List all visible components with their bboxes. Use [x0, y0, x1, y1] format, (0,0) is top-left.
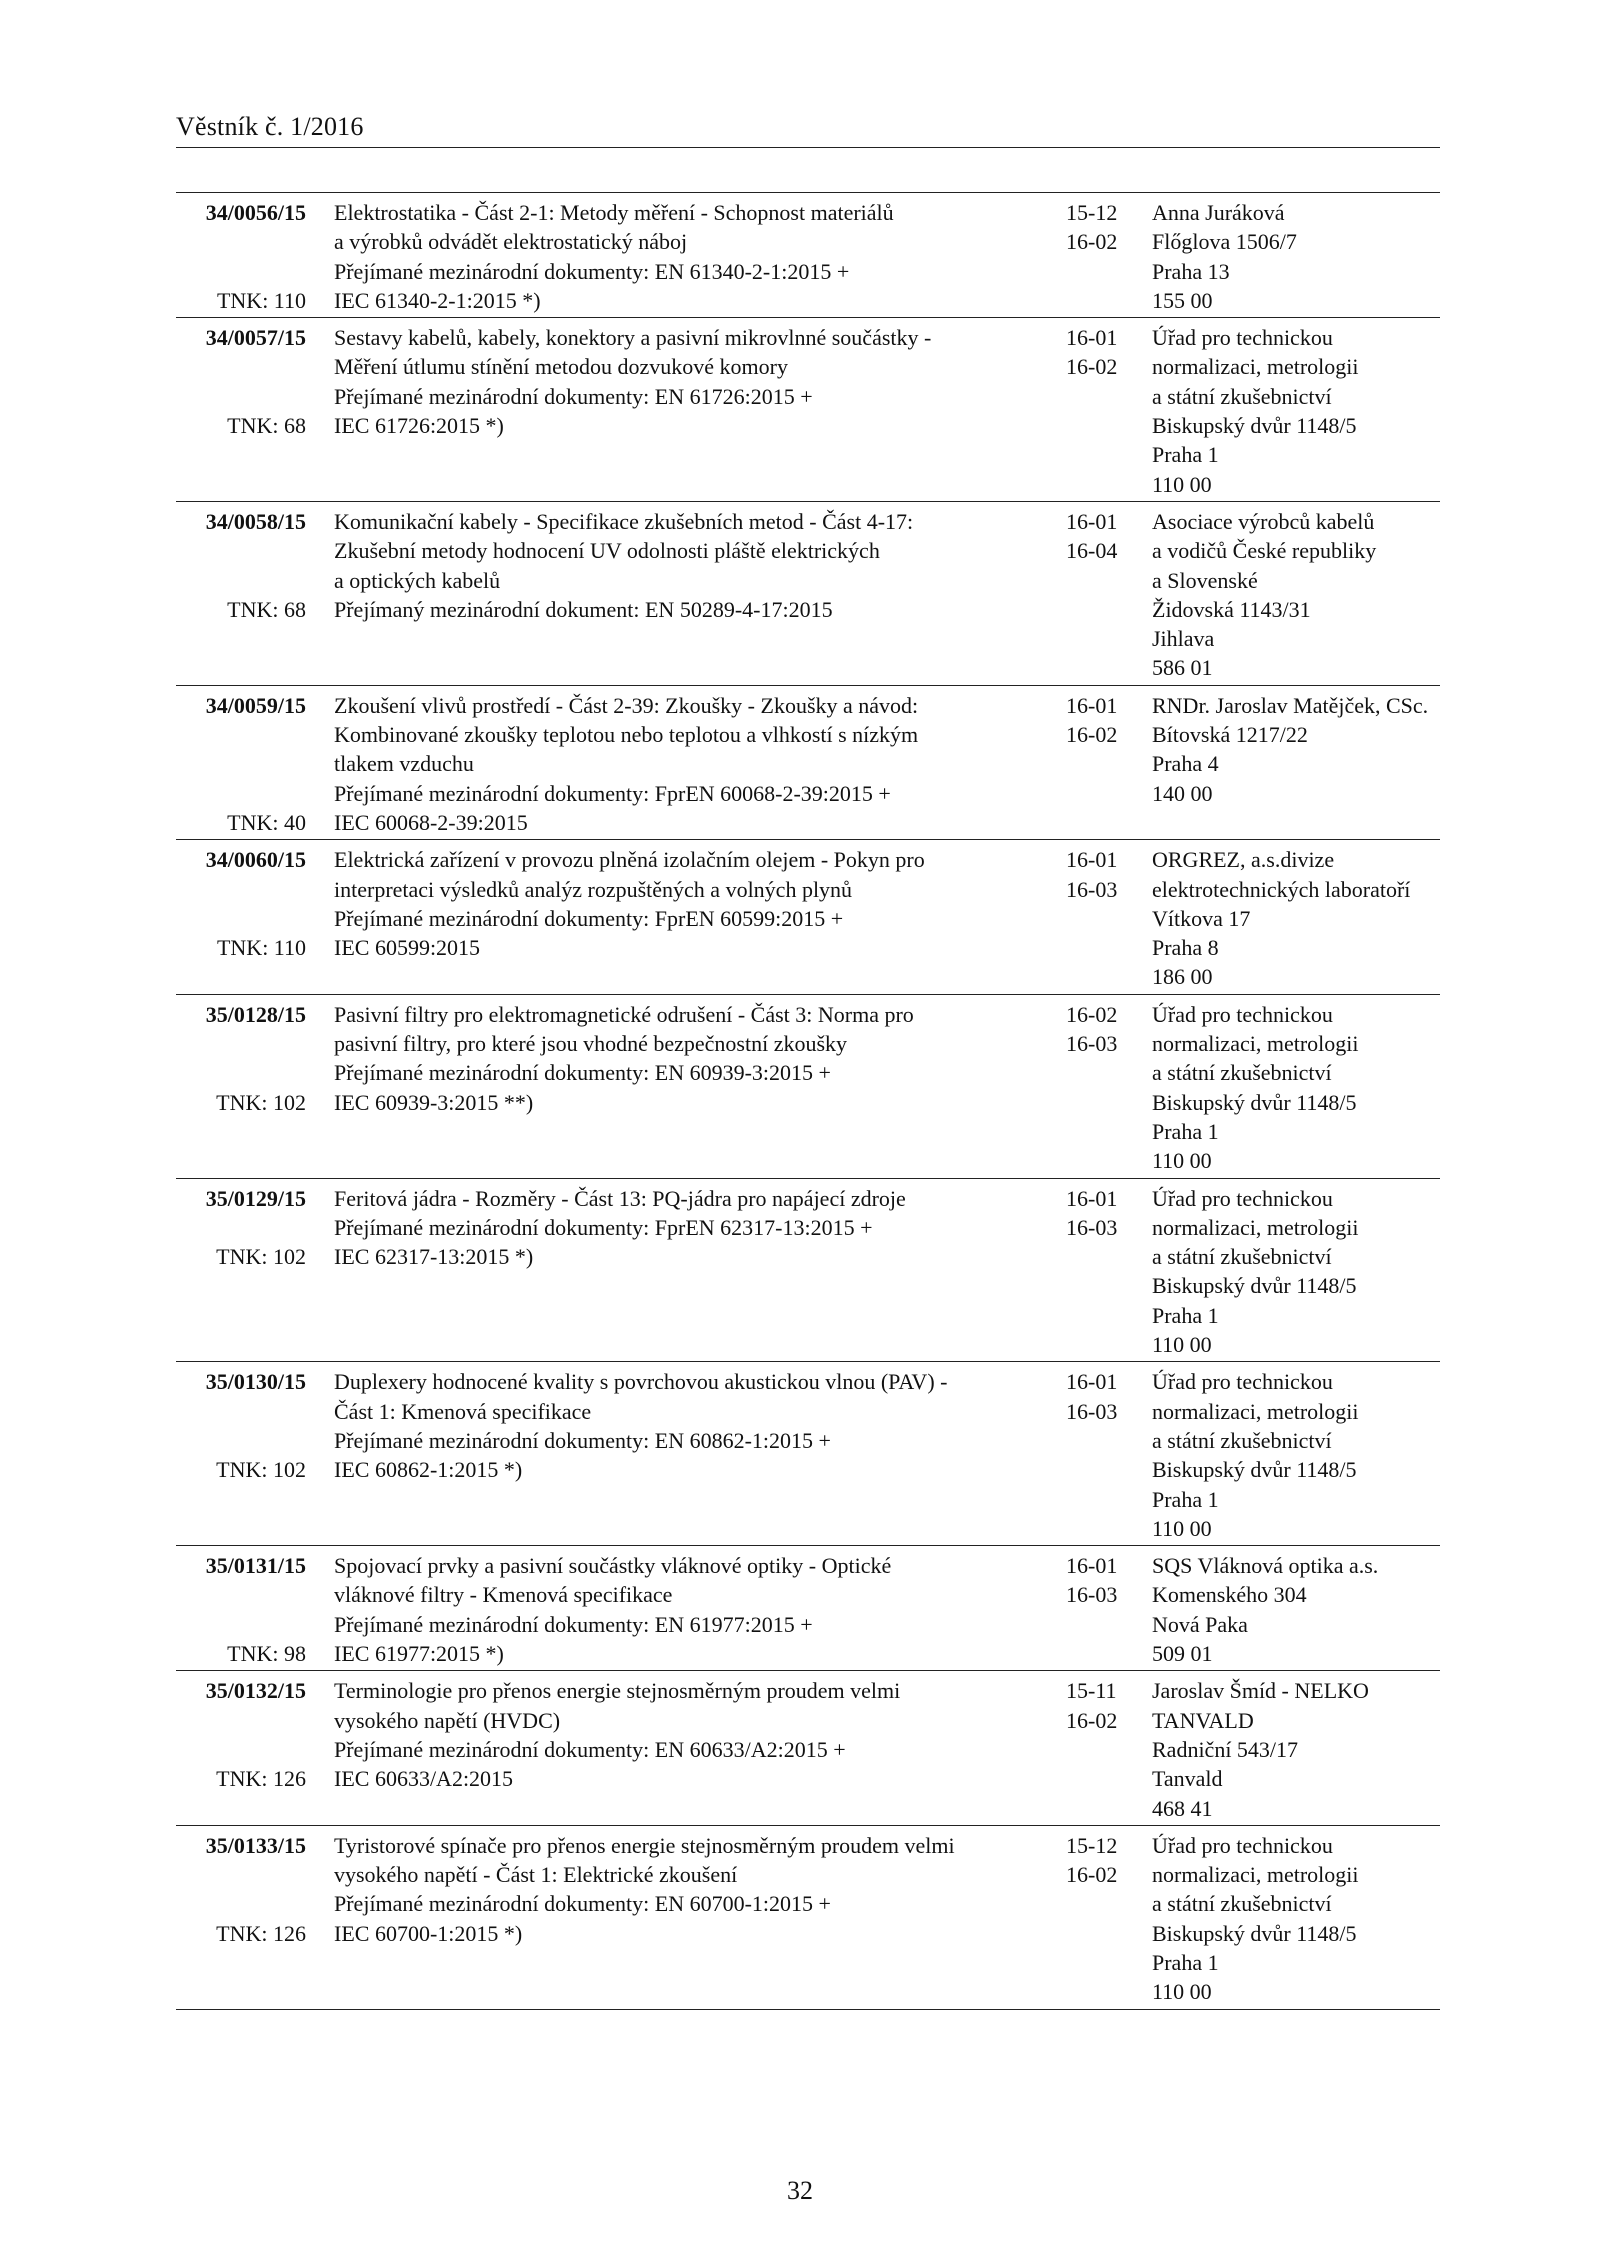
record-title-line: Přejímané mezinárodní dokumenty: FprEN 60068-2-39:2015 + — [334, 780, 891, 806]
record-address-line: 110 00 — [1152, 1515, 1212, 1541]
record-title-line: Sestavy kabelů, kabely, konektory a pasivní mikrovlnné součástky - — [334, 325, 932, 351]
record-title-line: tlakem vzduchu — [334, 751, 474, 777]
record-date: 16-03 — [1066, 876, 1118, 902]
record-id-column — [176, 1676, 306, 1792]
record-address — [1152, 845, 1440, 991]
record-address-line: Bítovská 1217/22 — [1152, 722, 1308, 748]
record-address-line: Vítkova 17 — [1152, 905, 1251, 931]
record-address — [1152, 198, 1440, 315]
record-number: 35/0128/15 — [205, 1001, 306, 1027]
record-dates — [1066, 507, 1156, 566]
record-address-line: a státní zkušebnictví — [1152, 1891, 1332, 1917]
record-date: 16-02 — [1066, 722, 1118, 748]
record-id-column — [176, 323, 306, 439]
record-tnk: TNK: 68 — [227, 596, 306, 622]
record-date: 16-03 — [1066, 1398, 1118, 1424]
record-address-line: a státní zkušebnictví — [1152, 1060, 1332, 1086]
record-address-line: Nová Paka — [1152, 1611, 1248, 1637]
record-date: 15-11 — [1066, 1678, 1117, 1704]
record-title-line: Pasivní filtry pro elektromagnetické odrušení - Část 3: Norma pro — [334, 1001, 914, 1027]
record-title-line: Tyristorové spínače pro přenos energie stejnosměrným proudem velmi — [334, 1832, 955, 1858]
record-number: 34/0059/15 — [205, 692, 306, 718]
record-id-column — [176, 1551, 306, 1667]
record-number: 35/0129/15 — [205, 1185, 306, 1211]
record-title-line: Přejímané mezinárodní dokumenty: EN 61977:2015 + — [334, 1611, 813, 1637]
record-id-column — [176, 1367, 306, 1483]
record-address-line: Úřad pro technickou — [1152, 1001, 1333, 1027]
record-tnk: TNK: 98 — [227, 1641, 306, 1667]
page-header-title: Věstník č. 1/2016 — [176, 112, 364, 141]
record-title-line: Přejímané mezinárodní dokumenty: EN 61726:2015 + — [334, 383, 813, 409]
record-title — [334, 845, 1064, 962]
record-title-line: Přejímané mezinárodní dokumenty: EN 60862-1:2015 + — [334, 1427, 831, 1453]
record-address-line: Úřad pro technickou — [1152, 1369, 1333, 1395]
record-address-line: 110 00 — [1152, 1979, 1212, 2005]
record-address-line: SQS Vláknová optika a.s. — [1152, 1553, 1379, 1579]
record-address-line: normalizaci, metrologii — [1152, 1214, 1359, 1240]
record-address-line: RNDr. Jaroslav Matějček, CSc. — [1152, 692, 1429, 718]
record-number: 35/0131/15 — [205, 1553, 306, 1579]
record-title-line: IEC 60939-3:2015 **) — [334, 1089, 534, 1115]
record-address-line: Jihlava — [1152, 626, 1215, 652]
record-address-line: a Slovenské — [1152, 567, 1258, 593]
record-title-line: Komunikační kabely - Specifikace zkušebních metod - Část 4-17: — [334, 508, 914, 534]
record-tnk: TNK: 110 — [216, 935, 306, 961]
record-address-line: Praha 8 — [1152, 935, 1219, 961]
record-address — [1152, 1367, 1440, 1543]
record-date: 16-01 — [1066, 1369, 1118, 1395]
records-table — [176, 192, 1440, 2010]
record-address — [1152, 1831, 1440, 2007]
record-title-line: a optických kabelů — [334, 567, 501, 593]
record-dates — [1066, 323, 1156, 382]
record-id-column — [176, 845, 306, 961]
record-address-line: Biskupský dvůr 1148/5 — [1152, 1273, 1357, 1299]
record-row — [176, 1362, 1440, 1546]
record-row — [176, 1546, 1440, 1671]
record-tnk: TNK: 40 — [227, 809, 306, 835]
record-title-line: vláknové filtry - Kmenová specifikace — [334, 1582, 673, 1608]
header-divider — [176, 147, 1440, 148]
record-title-line: Přejímané mezinárodní dokumenty: FprEN 62317-13:2015 + — [334, 1214, 873, 1240]
record-title — [334, 1676, 1064, 1793]
record-title — [334, 691, 1064, 837]
record-id-column — [176, 1000, 306, 1115]
record-number: 34/0058/15 — [205, 508, 306, 534]
record-date: 16-02 — [1066, 1001, 1118, 1027]
record-address-line: Anna Juráková — [1152, 200, 1285, 225]
record-title-line: IEC 62317-13:2015 *) — [334, 1244, 534, 1270]
record-address-line: 110 00 — [1152, 1332, 1212, 1358]
record-date: 15-12 — [1066, 1832, 1118, 1858]
record-address — [1152, 1000, 1440, 1176]
record-address-line: Jaroslav Šmíd - NELKO — [1152, 1678, 1369, 1704]
record-title — [334, 1184, 1064, 1272]
record-row — [176, 1826, 1440, 2010]
record-title — [334, 1000, 1064, 1117]
record-address-line: Praha 1 — [1152, 442, 1219, 468]
record-dates — [1066, 691, 1156, 750]
record-date: 16-01 — [1066, 325, 1118, 351]
record-dates — [1066, 198, 1156, 257]
record-address — [1152, 1551, 1440, 1668]
record-date: 16-02 — [1066, 1707, 1118, 1733]
record-address-line: Biskupský dvůr 1148/5 — [1152, 1920, 1357, 1946]
record-address — [1152, 1676, 1440, 1822]
record-address-line: Praha 1 — [1152, 1302, 1219, 1328]
record-tnk: TNK: 68 — [227, 413, 306, 439]
record-address-line: Úřad pro technickou — [1152, 1832, 1333, 1858]
record-address-line: Biskupský dvůr 1148/5 — [1152, 1089, 1357, 1115]
record-id-column — [176, 1831, 306, 1946]
record-number: 35/0133/15 — [205, 1832, 306, 1858]
record-address-line: Biskupský dvůr 1148/5 — [1152, 413, 1357, 439]
record-tnk: TNK: 102 — [216, 1244, 306, 1270]
record-tnk: TNK: 102 — [216, 1089, 306, 1115]
record-date: 16-01 — [1066, 1185, 1118, 1211]
record-title-line: Přejímaný mezinárodní dokument: EN 50289-4-17:2015 — [334, 596, 833, 622]
record-address-line: Tanvald — [1152, 1766, 1223, 1792]
record-title-line: Elektrická zařízení v provozu plněná izolačním olejem - Pokyn pro — [334, 847, 925, 873]
record-title-line: pasivní filtry, pro které jsou vhodné bezpečnostní zkoušky — [334, 1031, 848, 1057]
record-number: 34/0057/15 — [205, 325, 306, 351]
record-title-line: Spojovací prvky a pasivní součástky vláknové optiky - Optické — [334, 1553, 892, 1579]
record-number: 35/0132/15 — [205, 1678, 306, 1704]
record-date: 16-03 — [1066, 1031, 1118, 1057]
record-dates — [1066, 1000, 1156, 1059]
record-title-line: IEC 60068-2-39:2015 — [334, 809, 528, 835]
record-id-column — [176, 1184, 306, 1270]
record-date: 16-04 — [1066, 538, 1118, 564]
record-title-line: Přejímané mezinárodní dokumenty: EN 60700-1:2015 + — [334, 1891, 831, 1917]
record-address — [1152, 1184, 1440, 1360]
record-title-line: Zkušební metody hodnocení UV odolnosti pláště elektrických — [334, 538, 880, 564]
record-address-line: 110 00 — [1152, 1148, 1212, 1174]
record-date: 16-01 — [1066, 1553, 1118, 1579]
record-id-column — [176, 507, 306, 622]
record-address-line: 186 00 — [1152, 964, 1213, 990]
record-title-line: IEC 60599:2015 — [334, 935, 481, 961]
record-date: 16-02 — [1066, 1862, 1118, 1888]
record-dates — [1066, 1184, 1156, 1243]
record-address-line: normalizaci, metrologii — [1152, 1862, 1359, 1888]
record-title-line: Feritová jádra - Rozměry - Část 13: PQ-jádra pro napájecí zdroje — [334, 1185, 906, 1211]
record-dates — [1066, 845, 1156, 904]
record-address-line: normalizaci, metrologii — [1152, 354, 1359, 380]
record-title-line: IEC 61977:2015 *) — [334, 1641, 504, 1667]
record-id-column — [176, 691, 306, 835]
record-title-line: Duplexery hodnocené kvality s povrchovou akustickou vlnou (PAV) - — [334, 1369, 948, 1395]
record-address-line: a státní zkušebnictví — [1152, 383, 1332, 409]
record-address-line: Asociace výrobců kabelů — [1152, 508, 1375, 534]
record-address-line: 140 00 — [1152, 780, 1213, 806]
record-date: 16-03 — [1066, 1582, 1118, 1608]
record-address-line: 110 00 — [1152, 471, 1212, 497]
record-address-line: TANVALD — [1152, 1707, 1254, 1733]
record-title-line: Zkoušení vlivů prostředí - Část 2-39: Zkoušky - Zkoušky a návod: — [334, 692, 919, 718]
record-address-line: Praha 1 — [1152, 1118, 1219, 1144]
record-title-line: Terminologie pro přenos energie stejnosměrným proudem velmi — [334, 1678, 901, 1704]
record-title-line: Přejímané mezinárodní dokumenty: EN 60633/A2:2015 + — [334, 1736, 846, 1762]
record-address-line: a státní zkušebnictví — [1152, 1244, 1332, 1270]
record-title — [334, 1551, 1064, 1668]
record-title-line: IEC 60633/A2:2015 — [334, 1766, 514, 1792]
record-address-line: Úřad pro technickou — [1152, 325, 1333, 351]
record-address — [1152, 507, 1440, 683]
record-row — [176, 995, 1440, 1179]
page-number: 32 — [787, 2176, 813, 2205]
record-title-line: vysokého napětí (HVDC) — [334, 1707, 561, 1733]
record-title-line: Přejímané mezinárodní dokumenty: FprEN 60599:2015 + — [334, 905, 844, 931]
record-title-line: vysokého napětí - Část 1: Elektrické zkoušení — [334, 1862, 738, 1888]
record-address-line: Úřad pro technickou — [1152, 1185, 1333, 1211]
record-number: 34/0056/15 — [205, 200, 306, 225]
record-tnk: TNK: 110 — [216, 287, 306, 313]
record-address-line: normalizaci, metrologii — [1152, 1398, 1359, 1424]
record-address — [1152, 691, 1440, 808]
record-title-line: a výrobků odvádět elektrostatický náboj — [334, 229, 688, 255]
record-title-line: Měření útlumu stínění metodou dozvukové komory — [334, 354, 788, 380]
record-title-line: IEC 61726:2015 *) — [334, 413, 504, 439]
record-address-line: Biskupský dvůr 1148/5 — [1152, 1457, 1357, 1483]
record-row — [176, 840, 1440, 995]
record-tnk: TNK: 126 — [216, 1766, 306, 1792]
record-title-line: IEC 60862-1:2015 *) — [334, 1457, 523, 1483]
record-title — [334, 1367, 1064, 1484]
record-date: 16-02 — [1066, 229, 1118, 255]
record-title-line: Přejímané mezinárodní dokumenty: EN 61340-2-1:2015 + — [334, 258, 850, 284]
record-title-line: Kombinované zkoušky teplotou nebo teplotou a vlhkostí s nízkým — [334, 722, 919, 748]
record-address-line: normalizaci, metrologii — [1152, 1031, 1359, 1057]
record-title-line: Přejímané mezinárodní dokumenty: EN 60939-3:2015 + — [334, 1060, 831, 1086]
record-date: 16-01 — [1066, 508, 1118, 534]
record-dates — [1066, 1367, 1156, 1426]
record-address-line: elektrotechnických laboratoří — [1152, 876, 1411, 902]
record-title — [334, 507, 1064, 624]
record-dates — [1066, 1676, 1156, 1735]
record-dates — [1066, 1551, 1156, 1610]
record-title-line: Část 1: Kmenová specifikace — [334, 1398, 592, 1424]
record-row — [176, 502, 1440, 686]
record-address-line: Praha 4 — [1152, 751, 1219, 777]
record-tnk: TNK: 126 — [216, 1920, 306, 1946]
record-date: 15-12 — [1066, 200, 1118, 225]
record-number: 34/0060/15 — [205, 847, 306, 873]
record-title-line: IEC 60700-1:2015 *) — [334, 1920, 523, 1946]
record-title-line: IEC 61340-2-1:2015 *) — [334, 287, 541, 313]
record-row — [176, 1671, 1440, 1826]
record-title-line: interpretaci výsledků analýz rozpuštěných a volných plynů — [334, 876, 853, 902]
record-date: 16-01 — [1066, 692, 1118, 718]
record-address-line: Praha 1 — [1152, 1486, 1219, 1512]
record-address-line: Židovská 1143/31 — [1152, 596, 1311, 622]
record-address-line: Flőglova 1506/7 — [1152, 229, 1297, 255]
record-address-line: Radniční 543/17 — [1152, 1736, 1299, 1762]
record-address-line: a vodičů České republiky — [1152, 538, 1377, 564]
record-address-line: 155 00 — [1152, 287, 1213, 313]
record-dates — [1066, 1831, 1156, 1890]
record-address-line: 468 41 — [1152, 1795, 1213, 1821]
record-address — [1152, 323, 1440, 499]
record-number: 35/0130/15 — [205, 1369, 306, 1395]
record-title — [334, 323, 1064, 440]
record-date: 16-03 — [1066, 1214, 1118, 1240]
record-address-line: 509 01 — [1152, 1641, 1213, 1667]
record-address-line: a státní zkušebnictví — [1152, 1427, 1332, 1453]
record-title-line: Elektrostatika - Část 2-1: Metody měření - Schopnost materiálů — [334, 200, 894, 225]
record-tnk: TNK: 102 — [216, 1457, 306, 1483]
record-row — [176, 1179, 1440, 1363]
record-address-line: Praha 1 — [1152, 1950, 1219, 1976]
record-title — [334, 198, 1064, 315]
record-address-line: Praha 13 — [1152, 258, 1230, 284]
record-date: 16-01 — [1066, 847, 1118, 873]
record-date: 16-02 — [1066, 354, 1118, 380]
record-title — [334, 1831, 1064, 1948]
record-address-line: 586 01 — [1152, 655, 1213, 681]
record-row — [176, 318, 1440, 502]
record-address-line: Komenského 304 — [1152, 1582, 1307, 1608]
record-row — [176, 686, 1440, 841]
record-id-column — [176, 198, 306, 313]
record-address-line: ORGREZ, a.s.divize — [1152, 847, 1335, 873]
record-row — [176, 193, 1440, 318]
